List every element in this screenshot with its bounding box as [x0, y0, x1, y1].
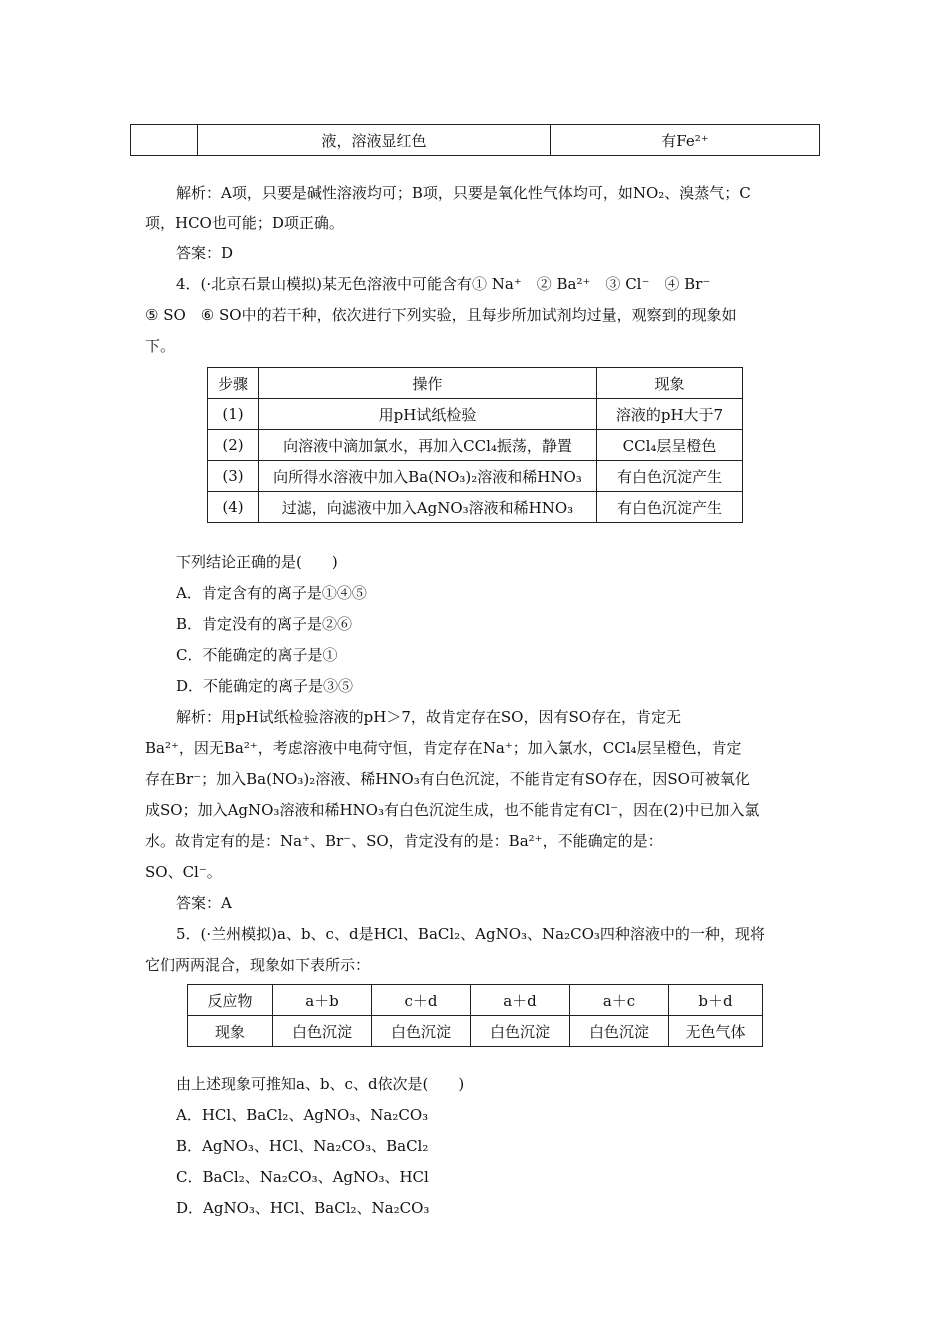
q4-table-cell: 向所得水溶液中加入Ba(NO₃)₂溶液和稀HNO₃: [259, 461, 597, 492]
top-table: [130, 124, 820, 156]
q4-table-cell: 向溶液中滴加氯水，再加入CCl₄振荡，静置: [259, 430, 597, 461]
q5-stem-line-2: 它们两两混合，现象如下表所示：: [145, 956, 371, 974]
q4-analysis-line: SO、Cl⁻。: [145, 863, 222, 881]
q5-stem-line-1: 5．(·兰州模拟)a、b、c、d是HCl、BaCl₂、AgNO₃、Na₂CO₃四种溶液中的一种，现将: [176, 925, 765, 943]
q5-table-cell: 白色沉淀: [372, 1016, 471, 1047]
q5-option-d: D．AgNO₃、HCl、BaCl₂、Na₂CO₃: [176, 1199, 430, 1217]
q5-table-cell: 现象: [188, 1016, 273, 1047]
q4-table-cell: (4): [208, 492, 259, 523]
q4-stem-line-2: ⑤ SO ⑥ SO中的若干种，依次进行下列实验，且每步所加试剂均过量，观察到的现象如: [145, 306, 737, 324]
q4-answer: 答案：A: [176, 894, 232, 912]
q5-table-header: a＋d: [471, 985, 570, 1016]
q5-option-b: B．AgNO₃、HCl、Na₂CO₃、BaCl₂: [176, 1137, 429, 1155]
table-row: [208, 399, 743, 430]
q4-table-cell: 溶液的pH大于7: [597, 399, 743, 430]
q5-table-header-row: [188, 985, 763, 1016]
q4-table: [207, 367, 743, 523]
q4-table-cell: 有白色沉淀产生: [597, 461, 743, 492]
table-row: [188, 1016, 763, 1047]
q5-table-cell: 白色沉淀: [471, 1016, 570, 1047]
q4-table-header: 现象: [597, 368, 743, 399]
q3-answer: 答案：D: [176, 244, 234, 262]
q4-option-b: B．肯定没有的离子是②⑥: [176, 615, 353, 633]
q4-stem-line-3: 下。: [145, 337, 176, 355]
q4-analysis-line: 水。故肯定有的是：Na⁺、Br⁻、SO，肯定没有的是：Ba²⁺，不能确定的是：: [145, 832, 663, 850]
q4-analysis-line: 解析：用pH试纸检验溶液的pH＞7，故肯定存在SO，因有SO存在，肯定无: [176, 708, 682, 726]
q5-table-cell: 白色沉淀: [570, 1016, 669, 1047]
q4-table-cell: 有白色沉淀产生: [597, 492, 743, 523]
q4-table-cell: CCl₄层呈橙色: [597, 430, 743, 461]
q4-table-cell: (2): [208, 430, 259, 461]
q5-table: [187, 984, 763, 1047]
q5-option-a: A．HCl、BaCl₂、AgNO₃、Na₂CO₃: [176, 1106, 429, 1124]
q5-table-header: 反应物: [188, 985, 273, 1016]
q4-table-header: 操作: [259, 368, 597, 399]
q4-table-header-row: [208, 368, 743, 399]
q4-table-cell: 过滤，向滤液中加入AgNO₃溶液和稀HNO₃: [259, 492, 597, 523]
top-table-right: 有Fe²⁺: [551, 125, 820, 156]
q4-stem-line-1: 4．(·北京石景山模拟)某无色溶液中可能含有① Na⁺ ② Ba²⁺ ③ Cl⁻ ④ Br⁻: [176, 275, 711, 293]
q5-table-cell: 白色沉淀: [273, 1016, 372, 1047]
q5-table-header: a＋b: [273, 985, 372, 1016]
table-row: [208, 430, 743, 461]
q4-analysis-line: Ba²⁺，因无Ba²⁺，考虑溶液中电荷守恒，肯定存在Na⁺；加入氯水，CCl₄层呈橙色，肯定: [145, 739, 742, 757]
q4-table-cell: (3): [208, 461, 259, 492]
q4-option-d: D．不能确定的离子是③⑤: [176, 677, 354, 695]
q4-option-a: A．肯定含有的离子是①④⑤: [176, 584, 367, 602]
table-row: [208, 492, 743, 523]
q5-table-header: a＋c: [570, 985, 669, 1016]
top-table-left: [131, 125, 198, 156]
q5-question: 由上述现象可推知a、b、c、d依次是( ): [176, 1075, 465, 1093]
table-row: [208, 461, 743, 492]
q4-analysis-line: 成SO；加入AgNO₃溶液和稀HNO₃有白色沉淀生成，也不能肯定有Cl⁻，因在(2)中已加入氯: [145, 801, 760, 819]
q5-option-c: C．BaCl₂、Na₂CO₃、AgNO₃、HCl: [176, 1168, 429, 1186]
q5-table-header: c＋d: [372, 985, 471, 1016]
q5-table-cell: 无色气体: [669, 1016, 763, 1047]
q5-table-header: b＋d: [669, 985, 763, 1016]
q4-table-cell: 用pH试纸检验: [259, 399, 597, 430]
q3-analysis-line-1: 解析：A项，只要是碱性溶液均可；B项，只要是氧化性气体均可，如NO₂、溴蒸气；C: [176, 184, 751, 202]
q4-table-cell: (1): [208, 399, 259, 430]
q4-analysis-line: 存在Br⁻；加入Ba(NO₃)₂溶液、稀HNO₃有白色沉淀，不能肯定有SO存在，因SO可被氧化: [145, 770, 750, 788]
q3-analysis-line-2: 项，HCO也可能；D项正确。: [145, 214, 344, 232]
q4-option-c: C．不能确定的离子是①: [176, 646, 338, 664]
q4-question: 下列结论正确的是( ): [176, 553, 338, 571]
top-table-mid: 液，溶液显红色: [198, 125, 551, 156]
q4-table-header: 步骤: [208, 368, 259, 399]
